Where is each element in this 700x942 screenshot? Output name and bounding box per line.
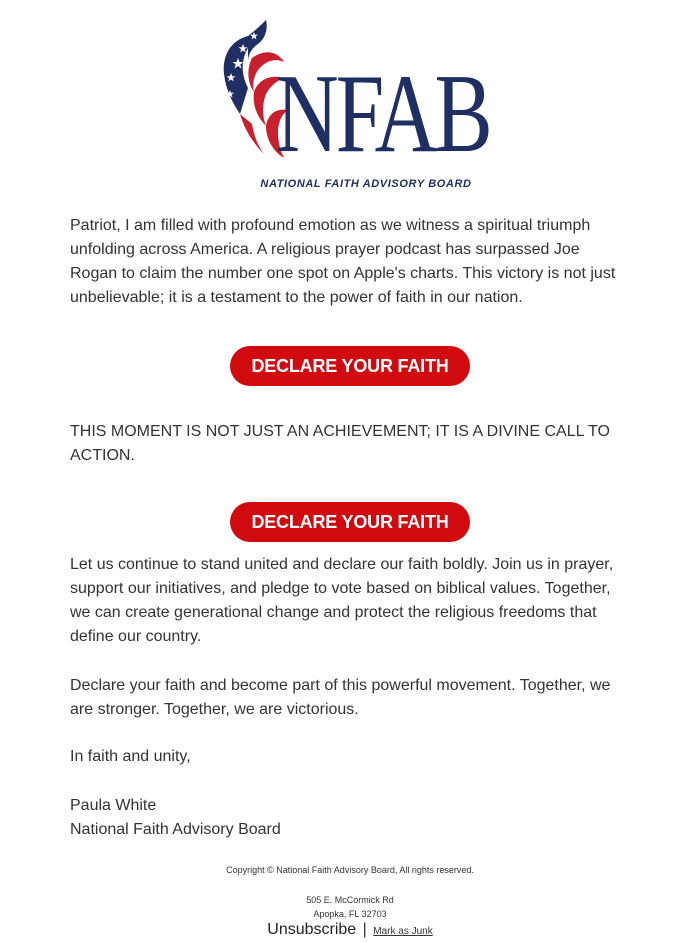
- body-paragraph-2: Let us continue to stand united and declare our faith boldly. Join us in prayer, support our initiatives, and pledge to vote based on biblical values. Together, we can create generational change and protect the religious freedoms that define our country.: [70, 556, 614, 645]
- footer-actions: [0, 921, 700, 939]
- declare-faith-button-secondary[interactable]: DECLARE YOUR FAITH: [230, 502, 470, 542]
- declare-faith-button-primary[interactable]: DECLARE YOUR FAITH: [230, 346, 470, 386]
- closing-line: In faith and unity,: [70, 748, 191, 765]
- signature-org: National Faith Advisory Board: [70, 821, 281, 838]
- footer-separator: |: [362, 921, 367, 938]
- signature-name: Paula White: [70, 797, 157, 814]
- address-line-1: 505 E. McCormick Rd: [306, 895, 394, 905]
- mark-as-junk-link[interactable]: Mark as Junk: [373, 926, 433, 937]
- unsubscribe-link[interactable]: Unsubscribe: [267, 921, 357, 938]
- address-line-2: Apopka, FL 32703: [313, 909, 387, 919]
- body-paragraph-3: Declare your faith and become part of this powerful movement. Together, we are stronger. Together, we are victorious.: [70, 677, 611, 718]
- copyright-text: Copyright © National Faith Advisory Board, All rights reserved.: [226, 865, 474, 875]
- logo-subtitle: NATIONAL FAITH ADVISORY BOARD: [260, 178, 472, 190]
- intro-paragraph: Patriot, I am filled with profound emotion as we witness a spiritual triumph unfolding across America. A religious prayer podcast has surpassed Joe Rogan to claim the number one spot on Apple's charts. This victory is not just unbelievable; it is a testament to the power of faith in our nation.: [70, 217, 616, 306]
- logo-letters: NFAB: [275, 52, 490, 176]
- nfab-logo: [218, 18, 490, 193]
- callout-text: THIS MOMENT IS NOT JUST AN ACHIEVEMENT; IT IS A DIVINE CALL TO ACTION.: [70, 423, 610, 464]
